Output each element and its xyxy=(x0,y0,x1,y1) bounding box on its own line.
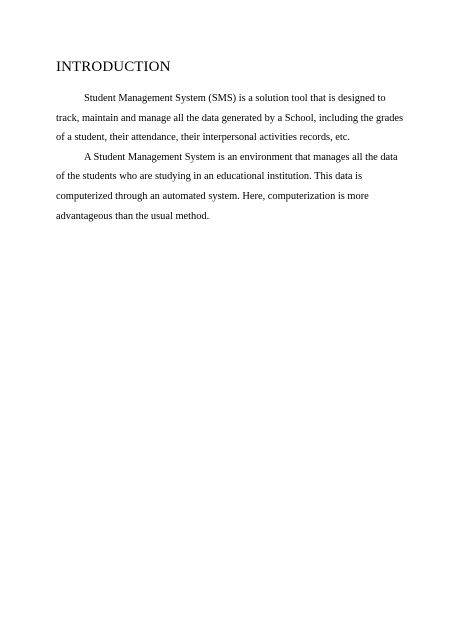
body-text xyxy=(56,89,424,226)
paragraph-line: of a student, their attendance, their interpersonal activities records, etc. xyxy=(56,132,350,144)
paragraph-line: track, maintain and manage all the data generated by a School, including the grades xyxy=(56,112,404,124)
paragraph-line: A Student Management System is an environment that manages all the data xyxy=(84,151,398,163)
paragraph-2 xyxy=(56,148,424,226)
paragraph-line: Student Management System (SMS) is a solution tool that is designed to xyxy=(84,93,386,104)
paragraph-line: computerized through an automated system. Here, computerization is more xyxy=(56,190,369,202)
paragraph-line: of the students who are studying in an educational institution. This data is xyxy=(56,171,362,183)
paragraph-line: advantageous than the usual method. xyxy=(56,210,210,222)
paragraph-1 xyxy=(56,89,424,148)
section-heading: INTRODUCTION xyxy=(56,59,171,75)
